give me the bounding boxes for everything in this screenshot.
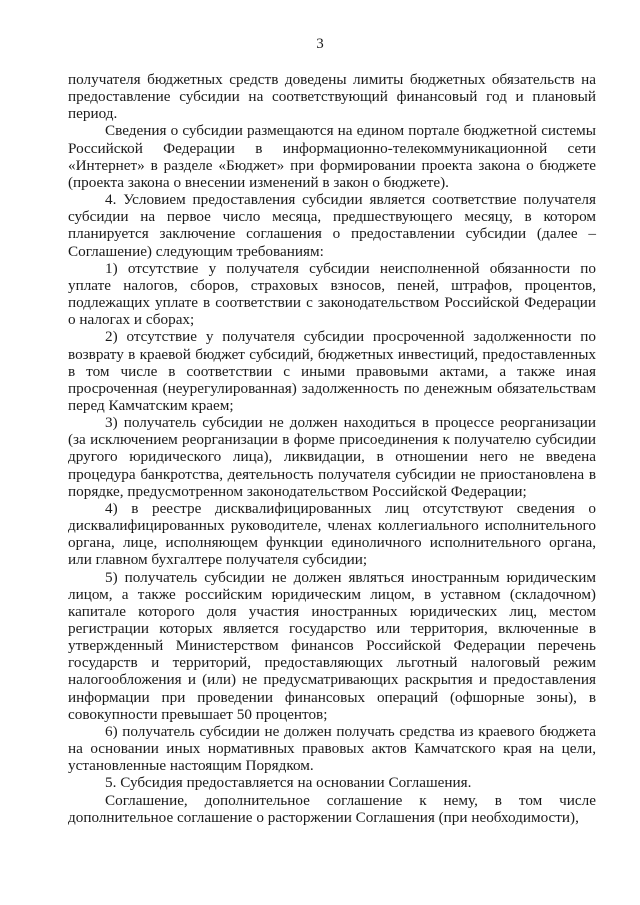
paragraph-requirement-3: 3) получатель субсидии не должен находиться в процессе реорганизации (за исключением реорганизации в форме присоединения к получателю субсидии другого юридического лица), ликвидации, в отношении него не введена процедура банкротства, деятельность получателя субсидии не приостановлена в порядке, предусмотренном законодательством Российской Федерации; — [68, 414, 596, 500]
paragraph-subsidy-info: Сведения о субсидии размещаются на едином портале бюджетной системы Российской Федерации в информационно-телекоммуникационной сети «Интернет» в разделе «Бюджет» при формировании проекта закона о бюджете (проекта закона о внесении изменений в закон о бюджете). — [68, 122, 596, 191]
page-number: 3 — [316, 36, 324, 52]
document-body — [68, 71, 596, 826]
paragraph-requirement-5: 5) получатель субсидии не должен являться иностранным юридическим лицом, а также российским юридическим лицом, в уставном (складочном) капитале которого доля участия иностранных юридических лиц, местом регистрации которых является государство или территория, включенные в утвержденный Министерством финансов Российской Федерации перечень государств и территорий, предоставляющих льготный налоговый режим налогообложения и (или) не предусматривающих раскрытия и предоставления информации при проведении финансовых операций (офшорные зоны), в совокупности превышает 50 процентов; — [68, 568, 596, 723]
paragraph-requirement-6: 6) получатель субсидии не должен получать средства из краевого бюджета на основании иных нормативных правовых актов Камчатского края на цели, установленные настоящим Порядком. — [68, 722, 596, 775]
paragraph-requirement-4: 4) в реестре дисквалифицированных лиц отсутствуют сведения о дисквалифицированных руководителе, членах коллегиального исполнительного органа, лице, исполняющем функции единоличного исполнительного органа, или главном бухгалтере получателя субсидии; — [68, 499, 596, 569]
paragraph-clause-5: 5. Субсидия предоставляется на основании Соглашения. — [105, 774, 472, 792]
paragraph-agreement: Соглашение, дополнительное соглашение к нему, в том числе дополнительное соглашение о расторжении Соглашения (при необходимости), — [68, 791, 596, 826]
paragraph-requirement-1: 1) отсутствие у получателя субсидии неисполненной обязанности по уплате налогов, сборов, страховых взносов, пеней, штрафов, процентов, подлежащих уплате в соответствии с законодательством Российской Федерации о налогах и сборах; — [68, 259, 596, 329]
paragraph-requirement-2: 2) отсутствие у получателя субсидии просроченной задолженности по возврату в краевой бюджет субсидий, бюджетных инвестиций, предоставленных в том числе в соответствии с иными правовыми актами, а также иная просроченная (неурегулированная) задолженность по денежным обязательствам перед Камчатским краем; — [68, 328, 596, 414]
paragraph-clause-4: 4. Условием предоставления субсидии является соответствие получателя субсидии на первое число месяца, предшествующего месяцу, в котором планируется заключение соглашения о предоставлении субсидии (далее – Соглашение) следующим требованиям: — [68, 191, 596, 260]
paragraph-continuation: получателя бюджетных средств доведены лимиты бюджетных обязательств на предоставление субсидии на соответствующий финансовый год и плановый период. — [68, 71, 596, 123]
